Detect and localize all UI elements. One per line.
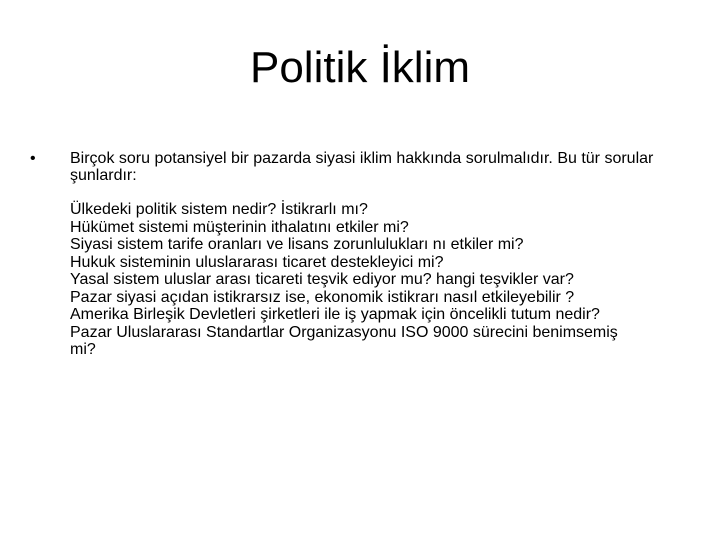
question-line: Siyasi sistem tarife oranları ve lisans zorunlulukları nı etkiler mi? [70, 236, 524, 253]
bullet-list [30, 150, 700, 359]
question-line: Yasal sistem uluslar arası ticareti teşvik ediyor mu? hangi teşvikler var? [70, 271, 574, 288]
question-line: Pazar siyasi açıdan istikrarsız ise, ekonomik istikrarı nasıl etkileyebilir ? [70, 288, 575, 306]
question-line: Ülkedeki politik sistem nedir? İstikrarlı mı? [70, 201, 368, 218]
question-line: Amerika Birleşik Devletleri şirketleri ile iş yapmak için öncelikli tutum nedir? [70, 306, 600, 323]
bullet-intro-text: Birçok soru potansiyel bir pazarda siyasi iklim hakkında sorulmalıdır. Bu tür sorular şunlardır: [70, 150, 654, 184]
question-line: Pazar Uluslararası Standartlar Organizasyonu ISO 9000 sürecini benimsemiş mi? [70, 323, 618, 358]
bullet-dot-icon: • [30, 150, 36, 167]
question-list [70, 201, 700, 359]
question-line: Hukuk sisteminin uluslararası ticaret destekleyici mi? [70, 253, 444, 271]
bullet-item [30, 150, 700, 359]
slide-title: Politik İklim [249, 43, 471, 92]
question-line: Hükümet sistemi müşterinin ithalatını etkiler mi? [70, 218, 409, 236]
